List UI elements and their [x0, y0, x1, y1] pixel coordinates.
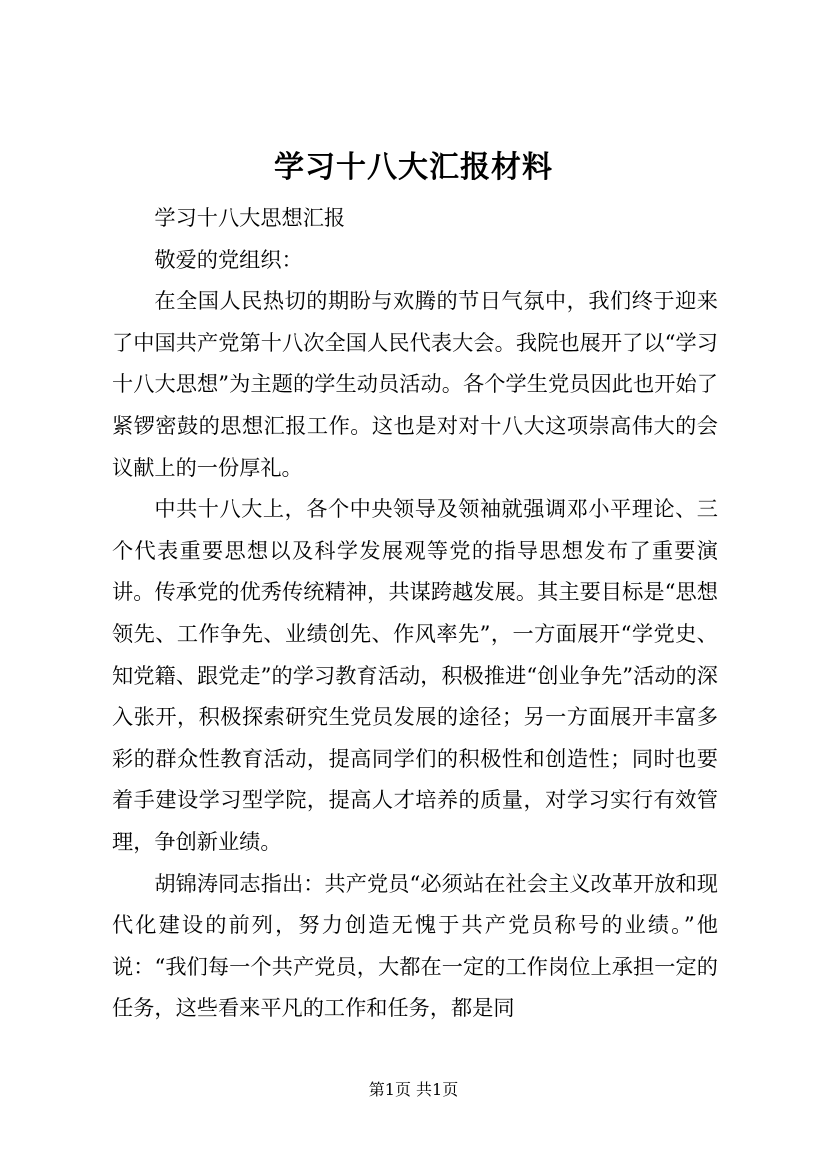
document-title: 学习十八大汇报材料 [274, 150, 553, 185]
page-number-footer: 第1页 共1页 [368, 1080, 459, 1099]
body-paragraph-1: 在全国人民热切的期盼与欢腾的节日气氛中，我们终于迎来了中国共产党第十八次全国人民代表大会。我院也展开了以“学习十八大思想”为主题的学生动员活动。各个学生党员因此也开始了紧锣密鼓的思想汇报工作。这也是对对十八大这项崇高伟大的会议献上的一份厚礼。 [112, 288, 718, 480]
body-paragraph-2: 中共十八大上，各个中央领导及领袖就强调邓小平理论、三个代表重要思想以及科学发展观等党的指导思想发布了重要演讲。传承党的优秀传统精神，共谋跨越发展。其主要目标是“思想领先、工作争先、业绩创先、作风率先”，一方面展开“学党史、知党籍、跟党走”的学习教育活动，积极推进“创业争先”活动的深入张开，积极探索研究生党员发展的途径；另一方面展开丰富多彩的群众性教育活动，提高同学们的积极性和创造性；同时也要着手建设学习型学院，提高人才培养的质量，对学习实行有效管理，争创新业绩。 [112, 496, 718, 854]
subtitle-paragraph: 学习十八大思想汇报 [154, 205, 346, 230]
body-paragraph-3: 胡锦涛同志指出：共产党员“必须站在社会主义改革开放和现代化建设的前列，努力创造无愧于共产党员称号的业绩。”他说：“我们每一个共产党员，大都在一定的工作岗位上承担一定的任务，这些看来平凡的工作和任务，都是同 [112, 870, 718, 1021]
document-body [112, 197, 718, 1029]
salutation-paragraph: 敬爱的党组织： [154, 246, 303, 272]
